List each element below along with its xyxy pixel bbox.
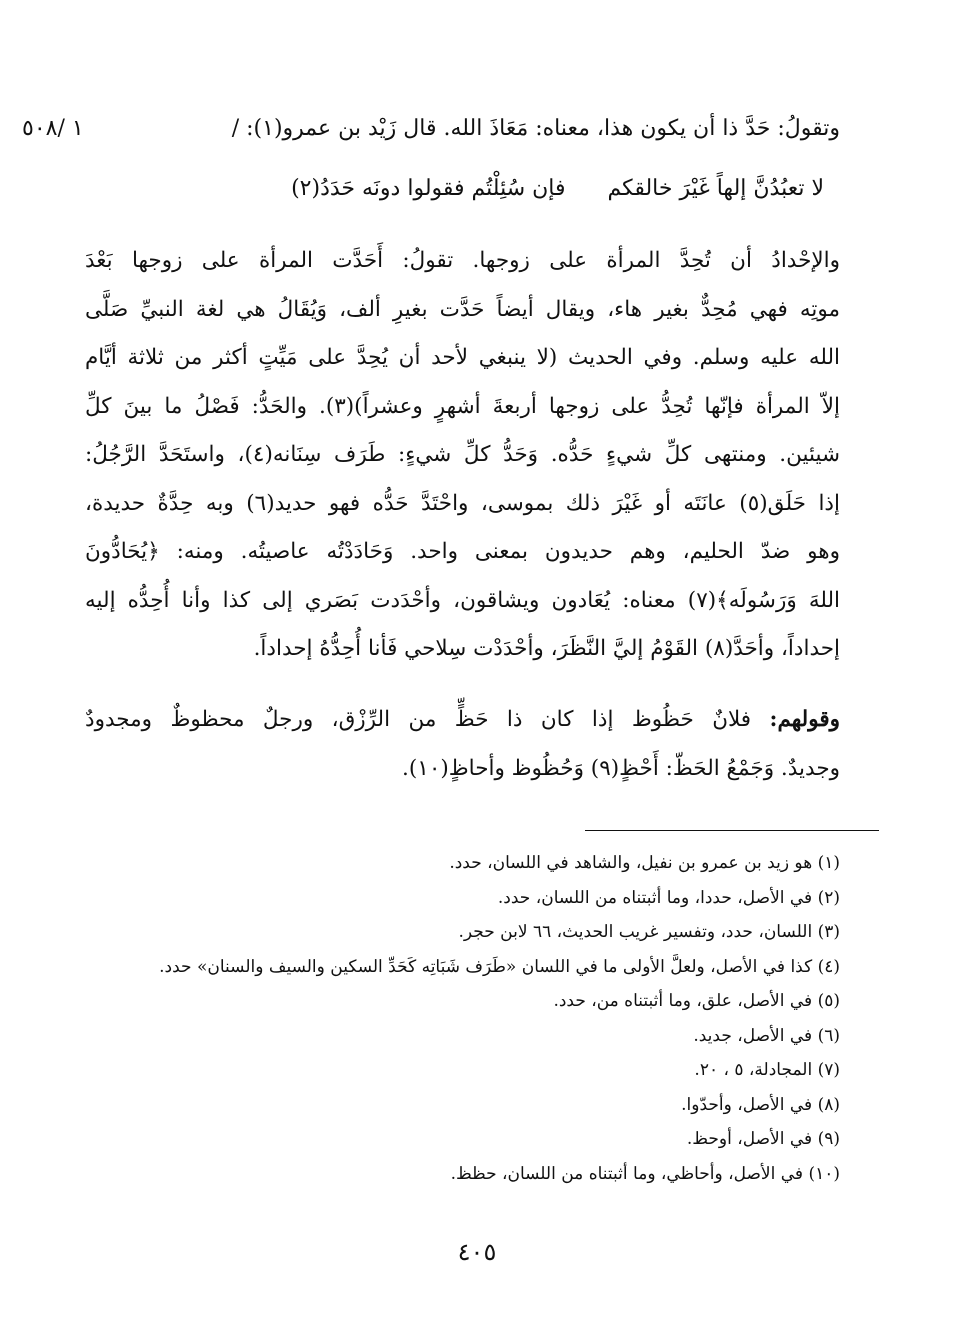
paragraph-line: إلاّ المرأة فإنّها تُحِدُّ على زوجها أربعةَ أشهرٍ وعشراً)(٣). والحَدُّ: فَصْلُ ما بينَ كلِّ xyxy=(85,393,840,419)
footnote: (٣) اللسان، حدد، وتفسير غريب الحديث، ٦٦ لابن حجر. xyxy=(458,922,840,942)
volume-page-reference: ١ /٥٠٨ xyxy=(22,116,84,141)
footnote: (٥) في الأصل، علق، وما أثبتناه من، حدد. xyxy=(553,991,840,1011)
footnote: (٧) المجادلة، ٥ ، ٢٠. xyxy=(694,1060,840,1080)
paragraph-line: شيئين. ومنتهى كلِّ شيءٍ حَدُّه. وَحَدُّ كلِّ شيءٍ: طَرَف سِنَانه(٤)، واستَحَدَّ الرَّجُلُ: xyxy=(85,442,840,467)
footnote: (١) هو زيد بن عمرو بن نفيل، والشاهد في اللسان، حدد. xyxy=(449,853,840,873)
entry-lead-word: وقولهم: xyxy=(769,707,840,732)
footnote: (٢) في الأصل، حددا، وما أثبتناه من اللسان، حدد. xyxy=(497,887,840,908)
footnote: (٤) كذا في الأصل، ولعلَّ الأولى ما في اللسان «طَرَف شَبَاتِه كَحَدِّ السكين والسيف والسنان» حدد. xyxy=(159,956,840,977)
paragraph-ihdad xyxy=(85,237,840,674)
footnote: (٨) في الأصل، وأحدّوا. xyxy=(681,1094,840,1115)
page-number: ٤٠٥ xyxy=(457,1238,497,1266)
opening-line: وتقولُ: حَدَّ ذا أن يكون هذا، معناه: مَعَاذَ الله. قال زَيْد بن عمرو(١): / xyxy=(231,116,840,141)
poem-verse xyxy=(291,176,824,201)
paragraph-line: اللهَ وَرَسُولَه﴾(٧) معناه: يُعَادون ويشاقون، وأحْدَدت بَصَري إلى كذا وأنا أُحِدُّه إليه xyxy=(85,587,840,613)
footnote: (١٠) في الأصل، وأحاظي، وما أثبتناه من اللسان، حظظ. xyxy=(450,1163,840,1184)
footnotes xyxy=(80,846,840,1191)
footnote: (٩) في الأصل، أوحظ. xyxy=(686,1129,840,1149)
paragraph-line: والإحْدادُ أن تُحِدَّ المرأة على زوجها. تقولُ: أَحَدَّت المرأة على زوجها بَعْدَ xyxy=(85,248,840,273)
paragraph-line: موتِه فهي مُحِدٌّ بغير هاء، ويقال أيضاً حَدَّت بغيرِ ألف، وَيُقَالُ هي لغة النبيِّ صَلَّى xyxy=(85,296,840,322)
paragraph-line: إذا حَلَق(٥) عانَتَه أو غَيْرَ ذلك بموسى، واحْتَدَّ حَدُّه فهو حديد(٦) وبه حِدَّةٌ حديدة، xyxy=(85,490,840,516)
verse-hemistich-1: لا تعبُدُنَّ إلهاً غَيْرَ خالقكم xyxy=(607,176,824,201)
entry-text: فلانٌ حَظُوظ إذا كان ذا حَظٍّ من الرِّزْق، ورجلٌ محظوظٌ ومجدودٌ xyxy=(85,707,770,732)
verse-hemistich-2: فإن سُئِلْتُم فقولوا دونَه حَدَدُ(٢) xyxy=(291,176,566,201)
paragraph-line: الله عليه وسلم. وفي الحديث (لا ينبغي لأحد أن يُحِدَّ على مَيِّتٍ أكثر من ثلاثة أيَّام xyxy=(85,345,840,370)
paragraph-hazuz xyxy=(85,696,840,793)
paragraph-line: وجديدٌ. وَجَمْعُ الحَظّ: أَحْظٍ(٩) وَحُظُوظ وأحاظٍ(١٠). xyxy=(402,755,840,781)
paragraph-line: إحداداً، وأحَدَّ(٨) القَوْمُ إليَّ النَّظَرَ، وأحْدَدْت سِلاحي فَأنا أُحِدُّهُ إحداداً. xyxy=(253,636,840,661)
paragraph-line: وهو ضدّ الحليم، وهم حديدون بمعنى واحد. وَحَادَدْتُه عاصيتُه. ومنه: ﴿يُحَادُّونَ xyxy=(85,539,840,564)
footnote: (٦) في الأصل، جديد. xyxy=(693,1025,840,1046)
footnote-divider xyxy=(585,830,879,831)
paragraph-line xyxy=(85,696,840,745)
